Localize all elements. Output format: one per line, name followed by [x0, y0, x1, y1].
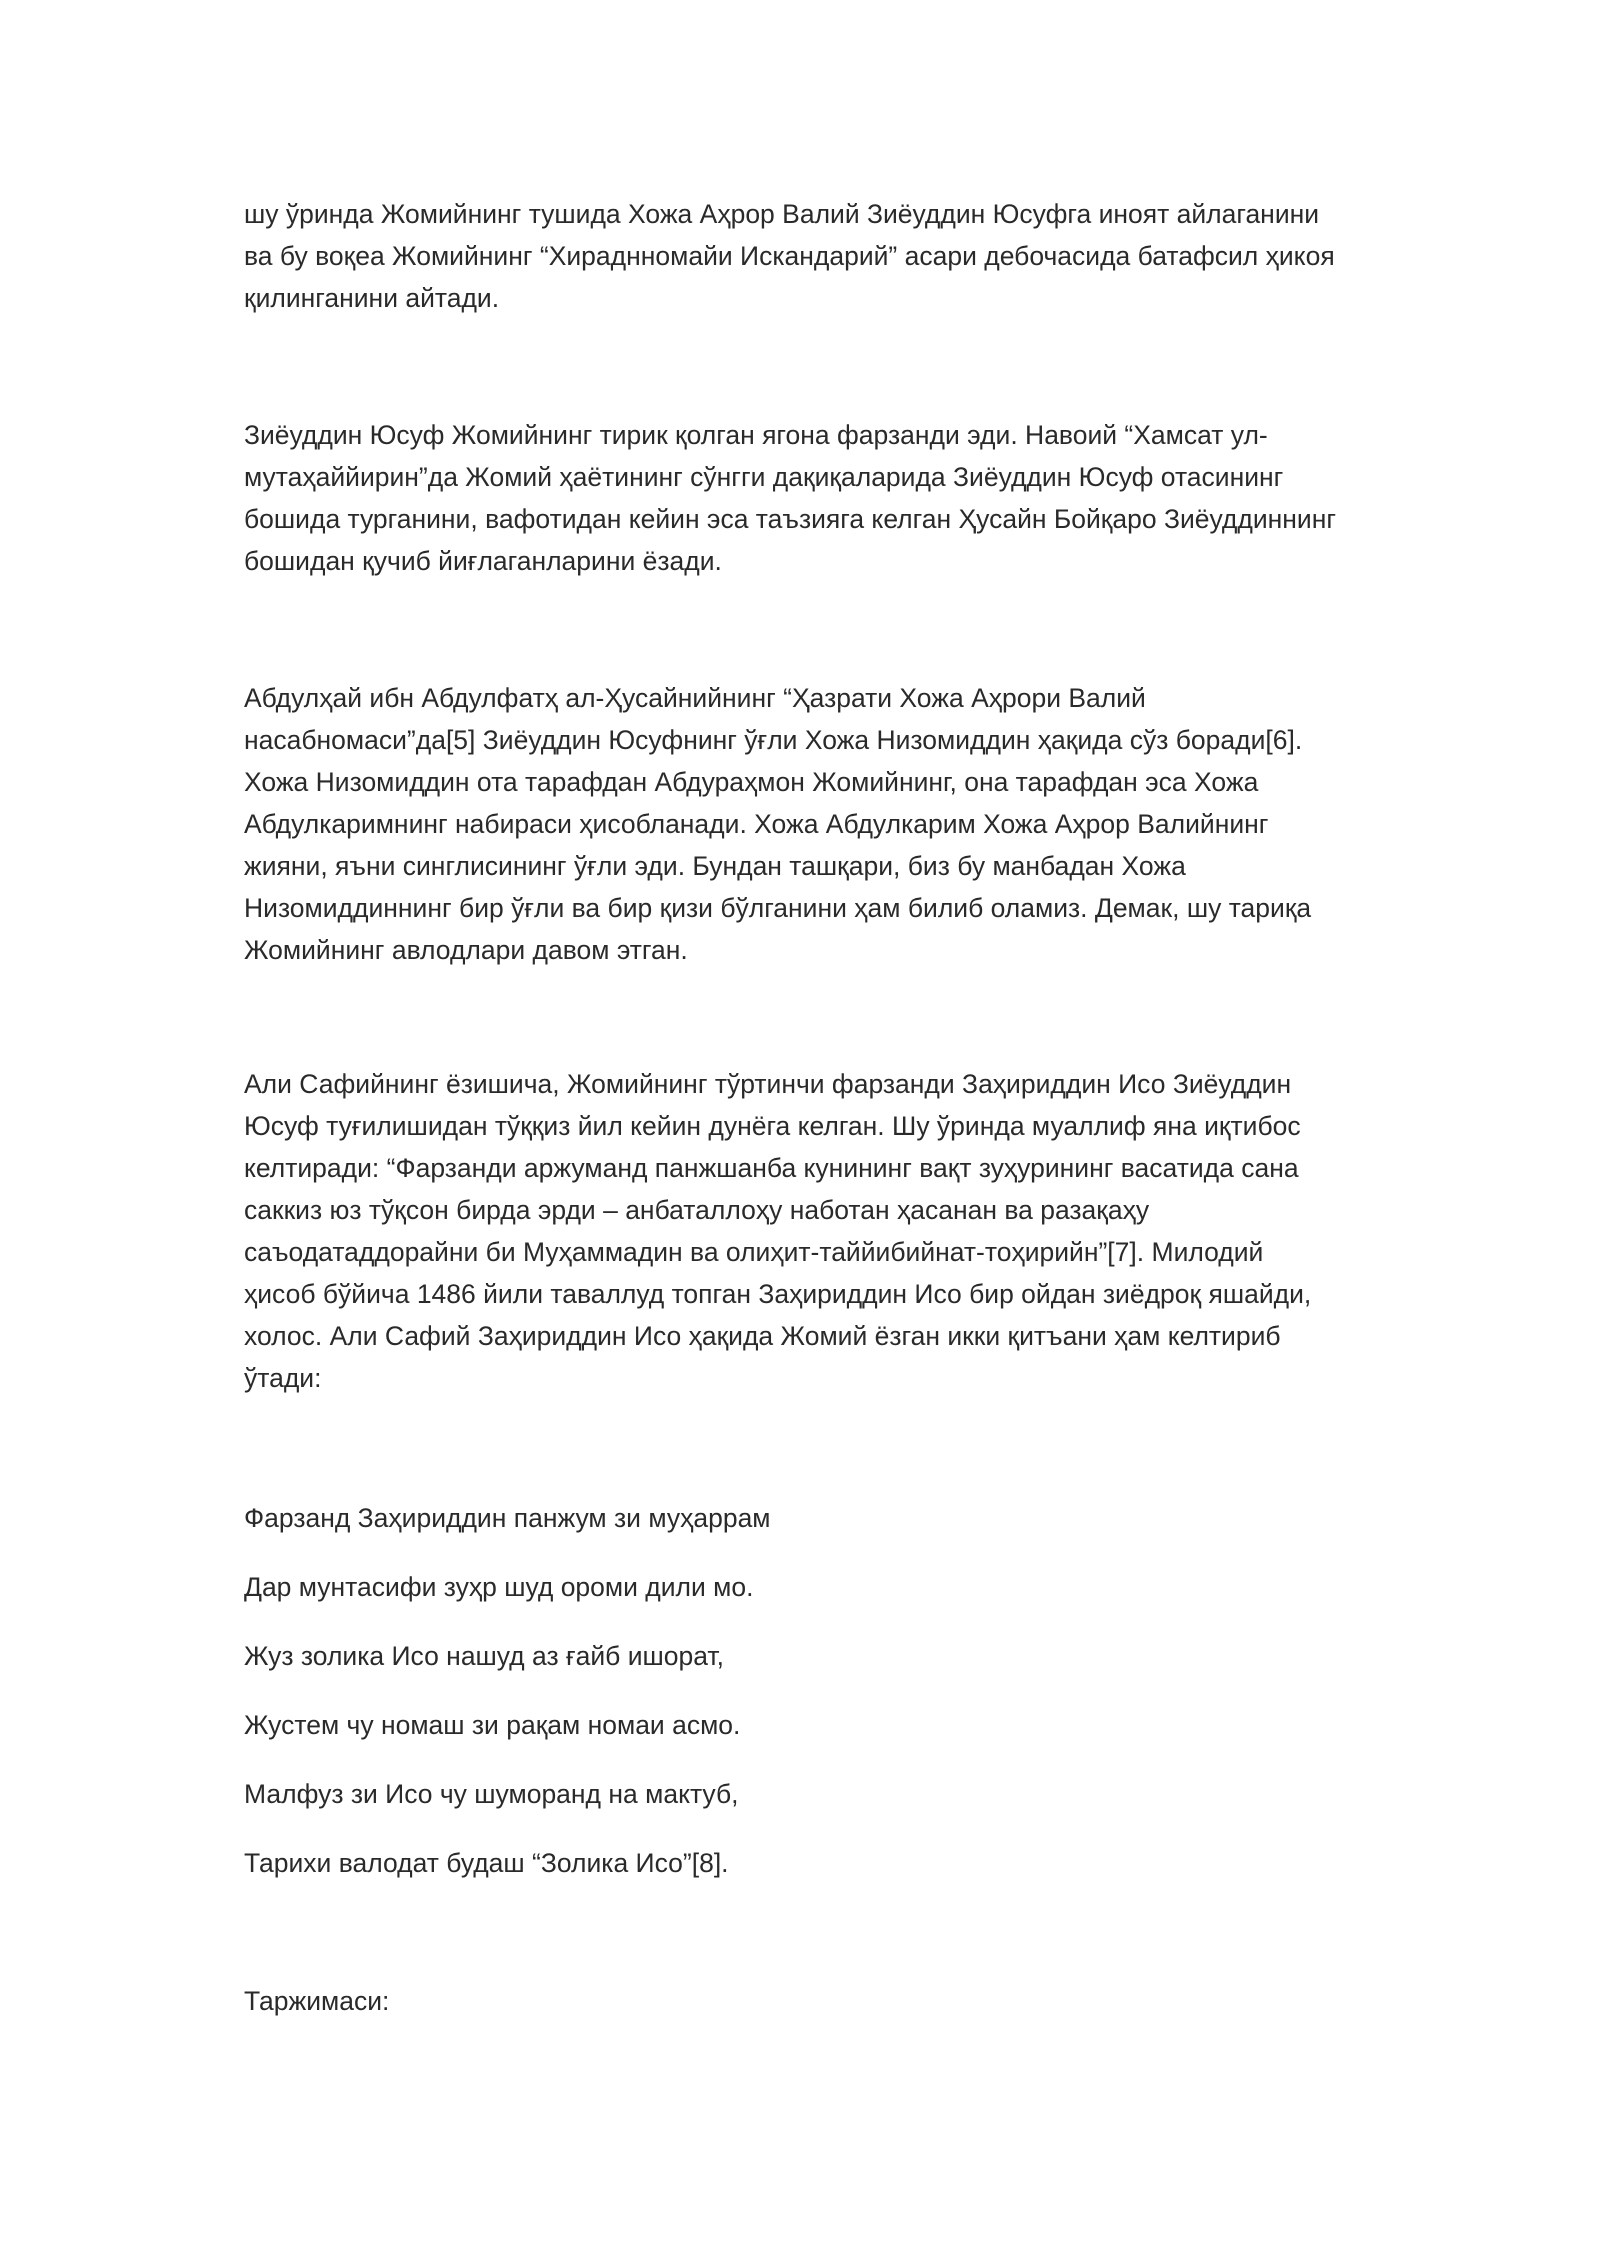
paragraph-line: Абдулҳай ибн Абдулфатҳ ал-Ҳусайнийнинг “Ҳазрати Хожа Аҳрори Валий [244, 683, 1146, 713]
paragraph-line: ва бу воқеа Жомийнинг “Хираднномайи Искандарий” асари дебочасида батафсил ҳикоя [244, 241, 1335, 271]
paragraph-2 [244, 414, 1374, 582]
verse-line: Тарихи валодат будаш “Золика Исо”[8]. [244, 1848, 729, 1878]
verse-line: Дар мунтасифи зуҳр шуд ороми дили мо. [244, 1572, 754, 1602]
paragraph-1 [244, 193, 1374, 319]
paragraph-line: саккиз юз тўқсон бирда эрди – анбаталлоҳу наботан ҳасанан ва разақаҳу [244, 1195, 1150, 1225]
paragraph-line: Али Сафийнинг ёзишича, Жомийнинг тўртинчи фарзанди Заҳириддин Исо Зиёуддин [244, 1069, 1292, 1099]
paragraph-4 [244, 1063, 1374, 1399]
paragraph-line: жияни, яъни синглисининг ўғли эди. Бундан ташқари, биз бу манбадан Хожа [244, 851, 1186, 881]
verse-line: Фарзанд Заҳириддин панжум зи муҳаррам [244, 1503, 771, 1533]
paragraph-line: қилинганини айтади. [244, 283, 500, 313]
paragraph-line: бошидан қучиб йиғлаганларини ёзади. [244, 546, 722, 576]
paragraph-line: Жомийнинг авлодлари давом этган. [244, 935, 688, 965]
paragraph-line: Зиёуддин Юсуф Жомийнинг тирик қолган ягона фарзанди эди. Навоий “Хамсат ул- [244, 420, 1268, 450]
paragraph-line: Юсуф туғилишидан тўққиз йил кейин дунёга келган. Шу ўринда муаллиф яна иқтибос [244, 1111, 1301, 1141]
paragraph-line: бошида турганини, вафотидан кейин эса таъзияга келган Ҳусайн Бойқаро Зиёуддиннинг [244, 504, 1336, 534]
paragraph-line: келтиради: “Фарзанди аржуманд панжшанба кунининг вақт зуҳурининг васатида сана [244, 1153, 1299, 1183]
verse-line: Жустем чу номаш зи рақам номаи асмо. [244, 1710, 741, 1740]
paragraph-line: холос. Али Сафий Заҳириддин Исо ҳақида Жомий ёзган икки қитъани ҳам келтириб [244, 1321, 1281, 1351]
verse-line: Жуз золика Исо нашуд аз ғайб ишорат, [244, 1641, 724, 1671]
paragraph-line: Хожа Низомиддин ота тарафдан Абдураҳмон Жомийнинг, она тарафдан эса Хожа [244, 767, 1259, 797]
paragraph-line: насабномаси”да[5] Зиёуддин Юсуфнинг ўғли Хожа Низомиддин ҳақида сўз боради[6]. [244, 725, 1303, 755]
paragraph-line: мутаҳаййирин”да Жомий ҳаётининг сўнгги дақиқаларида Зиёуддин Юсуф отасининг [244, 462, 1284, 492]
paragraph-3 [244, 677, 1374, 971]
paragraph-line: Абдулкаримнинг набираси ҳисобланади. Хожа Абдулкарим Хожа Аҳрор Валийнинг [244, 809, 1269, 839]
paragraph-line: ўтади: [244, 1363, 322, 1393]
paragraph-line: Низомиддиннинг бир ўғли ва бир қизи бўлганини ҳам билиб оламиз. Демак, шу тариқа [244, 893, 1312, 923]
paragraph-line: шу ўринда Жомийнинг тушида Хожа Аҳрор Валий Зиёуддин Юсуфга иноят айлаганини [244, 199, 1320, 229]
paragraph-line: саъодатаддорайни би Муҳаммадин ва олиҳит-таййибийнат-тоҳирийн”[7]. Милодий [244, 1237, 1264, 1267]
verse-line: Малфуз зи Исо чу шуморанд на мактуб, [244, 1779, 739, 1809]
translation-label: Таржимаси: [244, 1986, 390, 2016]
paragraph-line: ҳисоб бўйича 1486 йили таваллуд топган Заҳириддин Исо бир ойдан зиёдроқ яшайди, [244, 1279, 1312, 1309]
